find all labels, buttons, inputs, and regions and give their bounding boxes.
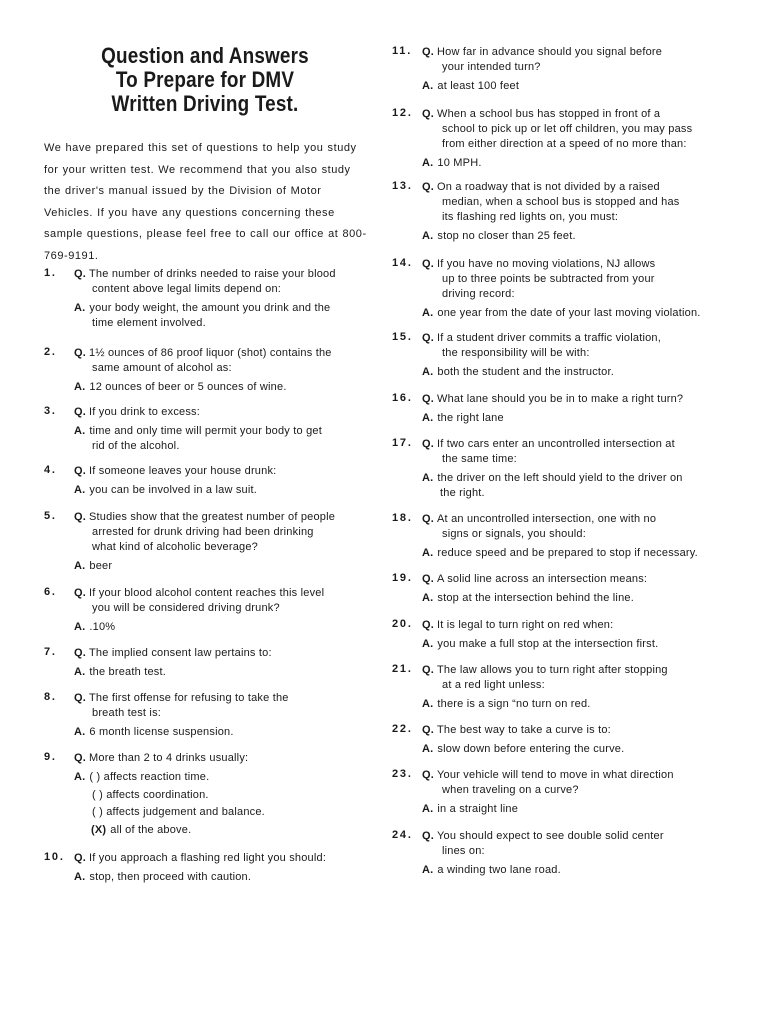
answer-label: A.: [422, 743, 434, 755]
question-line: [392, 512, 732, 527]
question-text: How far in advance should you signal before: [437, 46, 663, 58]
question-line: [392, 783, 732, 798]
question-text: At an uncontrolled intersection, one with no: [437, 513, 657, 525]
question-line: [392, 137, 732, 152]
question-number: 8.: [44, 691, 57, 703]
qa-item: [44, 267, 374, 331]
qa-item: [392, 512, 732, 561]
question-text: If you approach a flashing red light you should:: [89, 852, 327, 864]
answer-text: beer: [89, 560, 113, 572]
answer-text: the right lane: [437, 412, 504, 424]
qa-item: [44, 586, 374, 635]
question-number: 7.: [44, 646, 57, 658]
answer-line: [44, 483, 374, 498]
qa-item: [392, 392, 732, 426]
question-number: 24.: [392, 829, 413, 841]
question-text: the responsibility will be with:: [442, 347, 590, 359]
answer-option: [44, 822, 374, 840]
question-text: content above legal limits depend on:: [92, 283, 282, 295]
answer-option: [44, 787, 374, 805]
question-line: [392, 287, 732, 302]
answer-label: A.: [74, 381, 86, 393]
answer-label: A.: [74, 484, 86, 496]
option-mark: (X): [91, 823, 107, 836]
question-line: [392, 257, 732, 272]
answer-label: A.: [74, 771, 86, 783]
answer-label: A.: [422, 864, 434, 876]
answer-text: stop at the intersection behind the line.: [437, 592, 634, 604]
qa-item: [44, 510, 374, 574]
question-line: [44, 525, 374, 540]
answer-line: [392, 306, 732, 321]
question-line: [44, 751, 374, 766]
question-text: driving record:: [442, 288, 515, 300]
question-line: [392, 195, 732, 210]
question-label: Q.: [422, 332, 435, 344]
qa-item: [392, 572, 732, 606]
answer-text: your body weight, the amount you drink and the: [89, 302, 331, 314]
answer-text: one year from the date of your last moving violation.: [437, 307, 701, 319]
question-label: Q.: [74, 587, 87, 599]
option-text: ( ) affects judgement and balance.: [92, 806, 265, 818]
question-text: You should expect to see double solid center: [437, 830, 664, 842]
question-text: If you have no moving violations, NJ allows: [437, 258, 656, 270]
answer-line: [392, 742, 732, 757]
answer-text: stop no closer than 25 feet.: [437, 230, 576, 242]
answer-line: [44, 424, 374, 439]
question-line: [44, 405, 374, 420]
question-text: If you drink to excess:: [89, 406, 200, 418]
answer-line: [44, 301, 374, 316]
question-line: [44, 586, 374, 601]
answer-line: [392, 637, 732, 652]
question-text: breath test is:: [92, 707, 162, 719]
question-line: [392, 45, 732, 60]
qa-item: [44, 405, 374, 454]
answer-text: 10 MPH.: [437, 157, 482, 169]
question-label: Q.: [74, 465, 87, 477]
question-text: The law allows you to turn right after stopping: [437, 664, 668, 676]
question-number: 4.: [44, 464, 57, 476]
question-label: Q.: [422, 830, 435, 842]
answer-text: the driver on the left should yield to the driver on: [437, 472, 683, 484]
answer-text: 6 month license suspension.: [89, 726, 234, 738]
answer-label: A.: [422, 230, 434, 242]
question-label: Q.: [74, 752, 87, 764]
question-line: [44, 601, 374, 616]
answer-label: A.: [422, 307, 434, 319]
answer-line: [392, 863, 732, 878]
question-label: Q.: [422, 393, 435, 405]
question-text: On a roadway that is not divided by a raised: [437, 181, 660, 193]
question-line: [392, 346, 732, 361]
question-label: Q.: [422, 438, 435, 450]
answer-line: [392, 802, 732, 817]
question-number: 22.: [392, 723, 413, 735]
question-line: [392, 678, 732, 693]
question-text: The best way to take a curve is to:: [437, 724, 611, 736]
question-number: 10.: [44, 851, 65, 863]
question-text: The number of drinks needed to raise your blood: [89, 268, 336, 280]
question-text: what kind of alcoholic beverage?: [92, 541, 259, 553]
qa-item: [44, 346, 374, 395]
question-label: Q.: [422, 573, 435, 585]
answer-text: in a straight line: [437, 803, 519, 815]
question-label: Q.: [422, 769, 435, 781]
answer-label: A.: [74, 425, 86, 437]
question-line: [392, 618, 732, 633]
question-line: [392, 331, 732, 346]
question-line: [392, 272, 732, 287]
question-number: 19.: [392, 572, 413, 584]
question-number: 13.: [392, 180, 413, 192]
question-text: 1½ ounces of 86 proof liquor (shot) contains the: [89, 347, 332, 359]
answer-text: there is a sign “no turn on red.: [437, 698, 591, 710]
answer-text: time and only time will permit your body to get: [89, 425, 322, 437]
answer-label: A.: [422, 803, 434, 815]
qa-item: [44, 851, 374, 885]
question-line: [392, 210, 732, 225]
question-line: [392, 829, 732, 844]
answer-label: A.: [422, 547, 434, 559]
answer-text: you make a full stop at the intersection first.: [437, 638, 659, 650]
question-line: [392, 452, 732, 467]
answer-label: A.: [422, 698, 434, 710]
question-line: [44, 361, 374, 376]
question-number: 18.: [392, 512, 413, 524]
question-number: 6.: [44, 586, 57, 598]
question-label: Q.: [74, 511, 87, 523]
question-text: What lane should you be in to make a right turn?: [437, 393, 684, 405]
intro-paragraph: We have prepared this set of questions to help you study for your written test. We recommend that you also study the driver's manual issued by the Division of Motor Vehicles. If you have any questions concerning these sample questions, please feel free to call our office at 800-769-9191.: [44, 142, 367, 262]
question-text: at a red light unless:: [442, 679, 545, 691]
question-number: 9.: [44, 751, 57, 763]
qa-item: [44, 751, 374, 839]
answer-label: A.: [422, 638, 434, 650]
answer-text: the right.: [440, 487, 485, 499]
qa-item: [392, 257, 732, 321]
question-number: 11.: [392, 45, 413, 57]
question-text: from either direction at a speed of no more than:: [442, 138, 687, 150]
question-number: 2.: [44, 346, 57, 358]
question-number: 12.: [392, 107, 413, 119]
qa-item: [392, 663, 732, 712]
answer-label: A.: [74, 621, 86, 633]
option-text: all of the above.: [110, 823, 192, 836]
question-label: Q.: [74, 647, 87, 659]
answer-text: time element involved.: [92, 317, 206, 329]
question-text: Studies show that the greatest number of people: [89, 511, 336, 523]
question-line: [44, 691, 374, 706]
title-line-3: Written Driving Test.: [111, 91, 299, 116]
answer-label: A.: [74, 666, 86, 678]
answer-label: A.: [74, 302, 86, 314]
question-text: the same time:: [442, 453, 517, 465]
answer-label: A.: [422, 412, 434, 424]
question-text: If two cars enter an uncontrolled intersection at: [437, 438, 675, 450]
question-line: [44, 706, 374, 721]
question-number: 16.: [392, 392, 413, 404]
question-label: Q.: [74, 347, 87, 359]
answer-option: [44, 769, 374, 787]
question-line: [392, 527, 732, 542]
question-line: [44, 851, 374, 866]
question-number: 5.: [44, 510, 57, 522]
answer-line: [44, 380, 374, 395]
question-label: Q.: [422, 513, 435, 525]
answer-label: A.: [74, 726, 86, 738]
title-line-1: Question and Answers: [101, 43, 309, 68]
question-text: you will be considered driving drunk?: [92, 602, 280, 614]
answer-line: [44, 870, 374, 885]
question-text: school to pick up or let off children, you may pass: [442, 123, 693, 135]
question-text: when traveling on a curve?: [442, 784, 579, 796]
question-line: [392, 437, 732, 452]
question-text: The implied consent law pertains to:: [89, 647, 272, 659]
answer-label: A.: [422, 592, 434, 604]
question-line: [392, 392, 732, 407]
qa-item: [392, 180, 732, 244]
answer-text: you can be involved in a law suit.: [89, 484, 258, 496]
question-line: [392, 180, 732, 195]
answer-option: [44, 804, 374, 822]
option-text: ( ) affects reaction time.: [89, 771, 210, 783]
question-line: [44, 267, 374, 282]
title-line-2: To Prepare for DMV: [115, 67, 295, 92]
question-text: If a student driver commits a traffic violation,: [437, 332, 661, 344]
answer-text: rid of the alcohol.: [92, 440, 180, 452]
answer-text: at least 100 feet: [437, 80, 520, 92]
qa-item: [392, 723, 732, 757]
question-text: your intended turn?: [442, 61, 541, 73]
answer-text: the breath test.: [89, 666, 166, 678]
question-text: More than 2 to 4 drinks usually:: [89, 752, 249, 764]
answer-text: 12 ounces of beer or 5 ounces of wine.: [89, 381, 287, 393]
answer-text: reduce speed and be prepared to stop if necessary.: [437, 547, 698, 559]
question-number: 14.: [392, 257, 413, 269]
answer-text: .10%: [89, 621, 116, 633]
question-line: [392, 107, 732, 122]
question-text: If someone leaves your house drunk:: [89, 465, 277, 477]
question-line: [44, 540, 374, 555]
question-label: Q.: [422, 181, 435, 193]
qa-item: [392, 829, 732, 878]
answer-line: [392, 697, 732, 712]
question-label: Q.: [74, 406, 87, 418]
question-line: [44, 282, 374, 297]
question-text: If your blood alcohol content reaches this level: [89, 587, 325, 599]
question-line: [44, 510, 374, 525]
answer-text: both the student and the instructor.: [437, 366, 614, 378]
question-text: signs or signals, you should:: [442, 528, 586, 540]
question-label: Q.: [422, 664, 435, 676]
question-line: [392, 60, 732, 75]
qa-item: [392, 768, 732, 817]
answer-line: [392, 546, 732, 561]
question-text: lines on:: [442, 845, 485, 857]
answer-line: [392, 471, 732, 486]
question-label: Q.: [422, 724, 435, 736]
answer-line: [392, 365, 732, 380]
answer-label: A.: [422, 366, 434, 378]
answer-text: a winding two lane road.: [437, 864, 561, 876]
question-text: It is legal to turn right on red when:: [437, 619, 614, 631]
question-text: arrested for drunk driving had been drinking: [92, 526, 314, 538]
document-title: [67, 44, 344, 116]
qa-item: [392, 107, 732, 171]
question-label: Q.: [74, 852, 87, 864]
question-line: [392, 122, 732, 137]
question-line: [392, 572, 732, 587]
question-label: Q.: [422, 108, 435, 120]
qa-item: [392, 45, 732, 94]
answer-line: [392, 486, 732, 501]
question-label: Q.: [422, 258, 435, 270]
answer-text: slow down before entering the curve.: [437, 743, 625, 755]
qa-item: [44, 464, 374, 498]
question-text: When a school bus has stopped in front of a: [437, 108, 661, 120]
question-number: 20.: [392, 618, 413, 630]
question-text: The first offense for refusing to take the: [89, 692, 289, 704]
answer-label: A.: [422, 472, 434, 484]
answer-line: [392, 591, 732, 606]
question-line: [392, 768, 732, 783]
question-label: Q.: [74, 268, 87, 280]
answer-line: [44, 316, 374, 331]
question-text: median, when a school bus is stopped and has: [442, 196, 680, 208]
answer-text: stop, then proceed with caution.: [89, 871, 252, 883]
answer-label: A.: [422, 157, 434, 169]
qa-item: [44, 691, 374, 740]
qa-item: [392, 331, 732, 380]
question-label: Q.: [422, 46, 435, 58]
question-text: its flashing red lights on, you must:: [442, 211, 619, 223]
answer-line: [44, 665, 374, 680]
question-number: 21.: [392, 663, 413, 675]
qa-item: [392, 437, 732, 501]
question-label: Q.: [422, 619, 435, 631]
question-line: [392, 844, 732, 859]
question-line: [44, 346, 374, 361]
answer-label: A.: [422, 80, 434, 92]
question-text: A solid line across an intersection means:: [437, 573, 648, 585]
answer-label: A.: [74, 871, 86, 883]
answer-line: [44, 725, 374, 740]
question-number: 23.: [392, 768, 413, 780]
question-number: 17.: [392, 437, 413, 449]
question-number: 3.: [44, 405, 57, 417]
answer-line: [44, 439, 374, 454]
question-line: [44, 464, 374, 479]
answer-line: [392, 79, 732, 94]
question-line: [44, 646, 374, 661]
qa-item: [392, 618, 732, 652]
question-label: Q.: [74, 692, 87, 704]
question-line: [392, 723, 732, 738]
answer-line: [392, 411, 732, 426]
question-number: 15.: [392, 331, 413, 343]
answer-label: A.: [74, 560, 86, 572]
qa-item: [44, 646, 374, 680]
answer-line: [392, 229, 732, 244]
answer-line: [44, 620, 374, 635]
option-text: ( ) affects coordination.: [92, 788, 209, 801]
question-line: [392, 663, 732, 678]
question-text: up to three points be subtracted from your: [442, 273, 655, 285]
question-text: same amount of alcohol as:: [92, 362, 232, 374]
question-number: 1.: [44, 267, 57, 279]
answer-line: [392, 156, 732, 171]
question-text: Your vehicle will tend to move in what direction: [437, 769, 674, 781]
answer-line: [44, 559, 374, 574]
